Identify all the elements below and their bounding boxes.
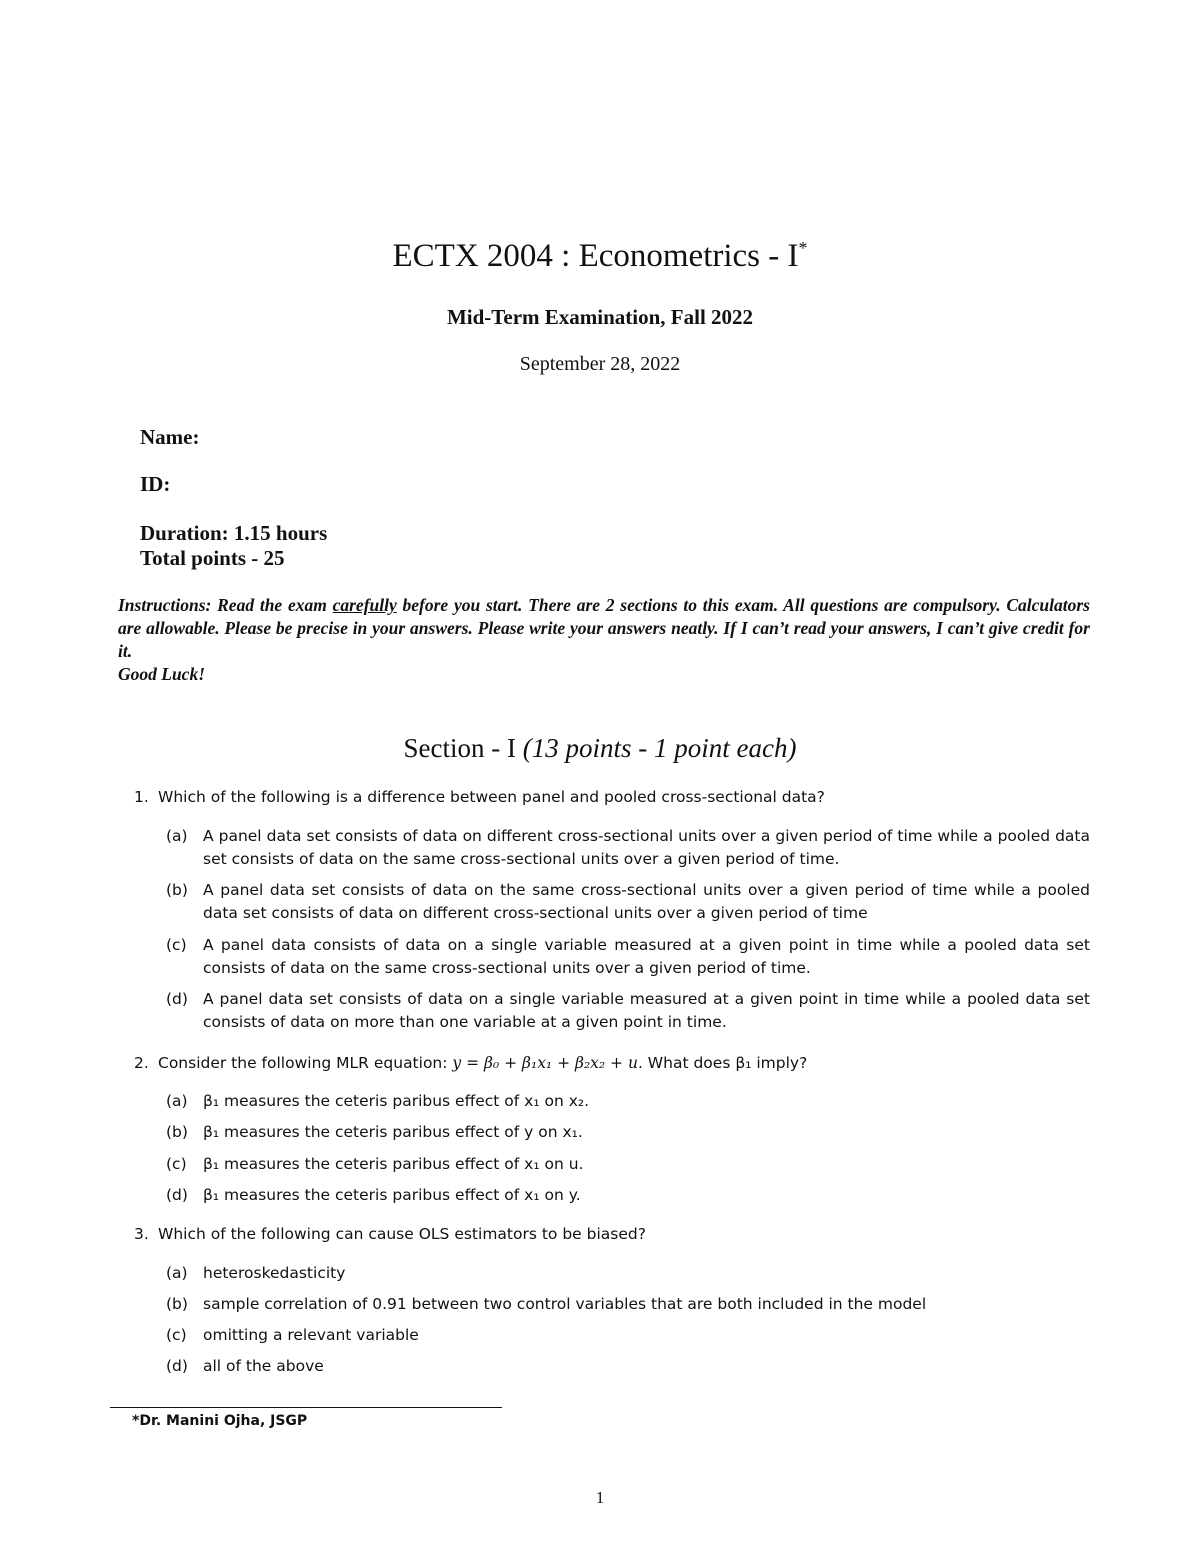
exam-date: September 28, 2022 [519,353,681,375]
question-2-option-b [166,1121,1090,1144]
option-label: (b) [166,1295,188,1313]
question-text: Which of the following is a difference between panel and pooled cross-sectional data? [158,788,825,806]
question-text-end: . What does β₁ imply? [637,1054,808,1072]
option-label: (a) [166,827,188,845]
option-text: sample correlation of 0.91 between two control variables that are both included in the model [203,1295,927,1313]
option-label: (a) [166,1264,188,1282]
question-number: 2. [134,1054,149,1072]
option-text: β₁ measures the ceteris paribus effect of y on x₁. [203,1123,583,1141]
question-text: Which of the following can cause OLS estimators to be biased? [158,1225,646,1243]
option-text: A panel data set consists of data on a single variable measured at a given point in time while a pooled data set consists of data on more than one variable at a given point in time. [203,990,1090,1031]
question-number: 1. [134,788,149,806]
option-text: A panel data set consists of data on different cross-sectional units over a given period of time while a pooled data set consists of data on the same cross-sectional units over a given period of time. [203,827,1090,868]
question-2-option-c [166,1153,1090,1176]
instructions-closing: Good Luck! [118,664,206,684]
option-text: β₁ measures the ceteris paribus effect of x₁ on y. [203,1186,581,1204]
instructions-emphasis: carefully [332,595,397,615]
instructions-text-2: before you start. There are 2 sections to this exam. All questions are compulsory. Calculators are allowable. Please be precise in your answers. Please write your answers neatly. If I can’t read your answers, I can’t give credit for it. [118,595,1090,661]
instructions [118,594,1090,686]
duration-label: Duration: 1.15 hours [140,521,328,545]
id-label: ID: [140,472,171,496]
question-3-option-a [166,1262,1090,1285]
option-label: (c) [166,1326,187,1344]
question-3-option-c [166,1324,1090,1347]
question-3-option-b [166,1293,1090,1316]
mlr-equation: y = β₀ + β₁x₁ + β₂x₂ + u [452,1054,638,1072]
option-text: β₁ measures the ceteris paribus effect of x₁ on u. [203,1155,584,1173]
question-1 [134,786,1090,809]
section-points: (13 points - 1 point each) [522,733,797,763]
exam-title-text: ECTX 2004 : Econometrics - I [392,238,799,274]
section-name: Section - I [403,733,523,763]
question-1-option-a [166,825,1090,871]
option-label: (c) [166,1155,187,1173]
exam-title [0,238,1200,275]
option-label: (b) [166,1123,188,1141]
footnote: *Dr. Manini Ojha, JSGP [132,1413,308,1429]
page-number: 1 [595,1488,605,1507]
footnote-marker: * [798,238,808,258]
question-number: 3. [134,1225,149,1243]
question-2-option-d [166,1184,1090,1207]
option-label: (a) [166,1092,188,1110]
total-points-label: Total points - 25 [140,546,285,570]
section-title [0,733,1200,764]
question-1-option-d [166,988,1090,1034]
option-label: (d) [166,990,188,1008]
question-text: Consider the following MLR equation: [158,1054,453,1072]
footnote-divider [110,1407,502,1408]
instructions-text-1: Instructions: Read the exam [118,595,333,615]
option-text: A panel data set consists of data on the same cross-sectional units over a given period of time while a pooled data set consists of data on different cross-sectional units over a given period of time [203,881,1090,922]
option-label: (d) [166,1357,188,1375]
option-text: all of the above [203,1357,324,1375]
question-3-option-d [166,1355,1090,1378]
option-label: (c) [166,936,187,954]
option-text: heteroskedasticity [203,1264,346,1282]
question-2-option-a [166,1090,1090,1113]
option-label: (d) [166,1186,188,1204]
name-label: Name: [140,425,200,449]
question-2 [134,1052,1090,1075]
option-text: β₁ measures the ceteris paribus effect of x₁ on x₂. [203,1092,590,1110]
exam-subtitle: Mid-Term Examination, Fall 2022 [446,305,754,329]
option-text: omitting a relevant variable [203,1326,419,1344]
question-1-option-c [166,934,1090,980]
option-text: A panel data consists of data on a single variable measured at a given point in time while a pooled data set consists of data on the same cross-sectional units over a given period of time. [203,936,1090,977]
question-1-option-b [166,879,1090,925]
option-label: (b) [166,881,188,899]
question-3 [134,1223,1090,1246]
